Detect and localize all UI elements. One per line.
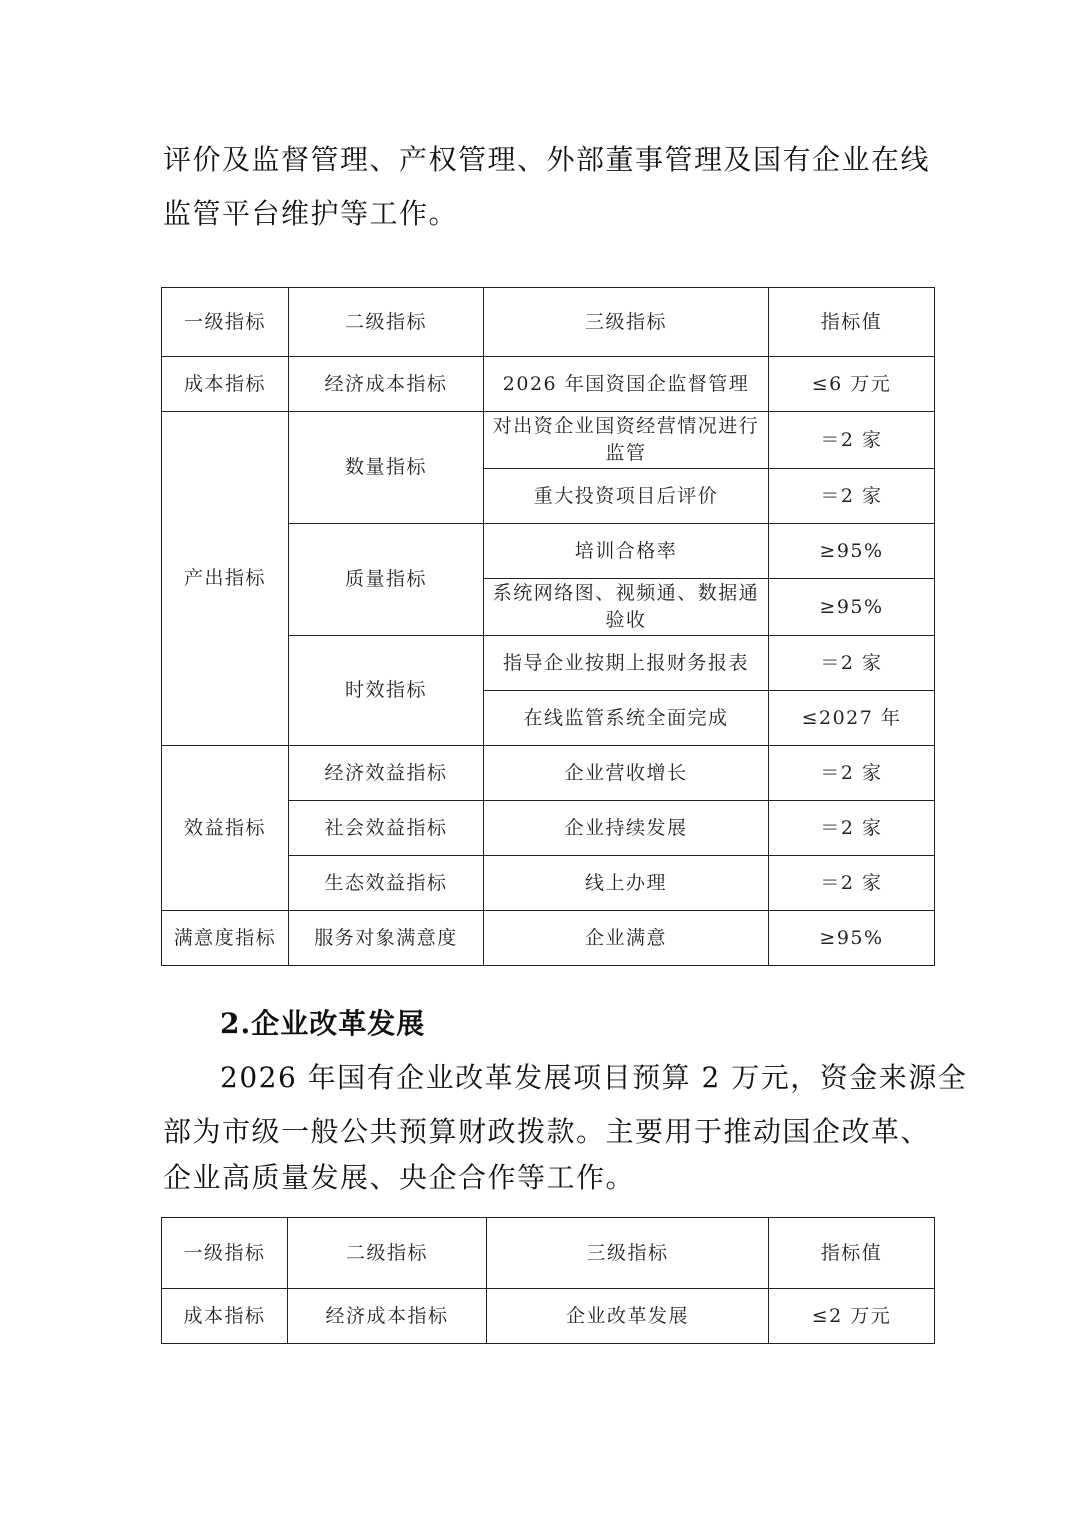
benefit-indicator-cell: 效益指标	[162, 746, 289, 911]
header-level2: 二级指标	[288, 1218, 487, 1289]
section-paragraph-line-3: 企业高质量发展、央企合作等工作。	[163, 1161, 636, 1194]
quality-indicator-cell: 质量指标	[289, 524, 484, 636]
value-cell: ＝2 家	[769, 801, 935, 856]
value-cell: ＝2 家	[769, 856, 935, 911]
economic-cost-cell: 经济成本指标	[289, 357, 484, 412]
header-level2: 二级指标	[289, 288, 484, 357]
table-row	[162, 746, 935, 801]
level3-cell: 企业满意	[484, 911, 769, 966]
timeliness-indicator-cell: 时效指标	[289, 636, 484, 746]
value-cell: ≥95%	[769, 911, 935, 966]
level3-cell: 重大投资项目后评价	[484, 469, 769, 524]
value-cell: ≥95%	[769, 579, 935, 636]
satisfaction-indicator-cell: 满意度指标	[162, 911, 289, 966]
value-cell: ＝2 家	[769, 412, 935, 469]
value-cell: ＝2 家	[769, 636, 935, 691]
header-level3: 三级指标	[484, 288, 769, 357]
level3-cell: 在线监管系统全面完成	[484, 691, 769, 746]
value-cell: ＝2 家	[769, 469, 935, 524]
value-cell: ＝2 家	[769, 746, 935, 801]
intro-paragraph-line-2: 监管平台维护等工作。	[163, 197, 459, 230]
level3-cell: 系统网络图、视频通、数据通验收	[484, 579, 769, 636]
header-level1: 一级指标	[162, 288, 289, 357]
cost-indicator-cell: 成本指标	[162, 1289, 288, 1344]
section-heading: 2.企业改革发展	[220, 1007, 426, 1040]
level3-cell: 企业改革发展	[487, 1289, 769, 1344]
table-row	[162, 911, 935, 966]
section-paragraph-line-1: 2026 年国有企业改革发展项目预算 2 万元，资金来源全	[220, 1061, 968, 1094]
table-row	[162, 412, 935, 469]
cost-indicator-cell: 成本指标	[162, 357, 289, 412]
ecological-benefit-cell: 生态效益指标	[289, 856, 484, 911]
level3-cell: 企业持续发展	[484, 801, 769, 856]
header-value: 指标值	[769, 288, 935, 357]
table-header-row	[162, 288, 935, 357]
level3-cell: 指导企业按期上报财务报表	[484, 636, 769, 691]
output-indicator-cell: 产出指标	[162, 412, 289, 746]
social-benefit-cell: 社会效益指标	[289, 801, 484, 856]
table-row	[162, 1289, 935, 1344]
level3-cell: 培训合格率	[484, 524, 769, 579]
table-row	[162, 357, 935, 412]
performance-indicator-table-1	[161, 287, 935, 966]
value-cell: ≤2027 年	[769, 691, 935, 746]
quantity-indicator-cell: 数量指标	[289, 412, 484, 524]
level3-cell: 线上办理	[484, 856, 769, 911]
header-level3: 三级指标	[487, 1218, 769, 1289]
service-satisfaction-cell: 服务对象满意度	[289, 911, 484, 966]
header-level1: 一级指标	[162, 1218, 288, 1289]
header-value: 指标值	[769, 1218, 935, 1289]
level3-cell: 对出资企业国资经营情况进行监管	[484, 412, 769, 469]
economic-cost-cell: 经济成本指标	[288, 1289, 487, 1344]
performance-indicator-table-2	[161, 1217, 935, 1344]
economic-benefit-cell: 经济效益指标	[289, 746, 484, 801]
value-cell: ≥95%	[769, 524, 935, 579]
level3-cell: 企业营收增长	[484, 746, 769, 801]
value-cell: ≤2 万元	[769, 1289, 935, 1344]
intro-paragraph-line-1: 评价及监督管理、产权管理、外部董事管理及国有企业在线	[163, 143, 931, 176]
value-cell: ≤6 万元	[769, 357, 935, 412]
section-paragraph-line-2: 部为市级一般公共预算财政拨款。主要用于推动国企改革、	[163, 1115, 931, 1148]
level3-cell: 2026 年国资国企监督管理	[484, 357, 769, 412]
table-header-row	[162, 1218, 935, 1289]
